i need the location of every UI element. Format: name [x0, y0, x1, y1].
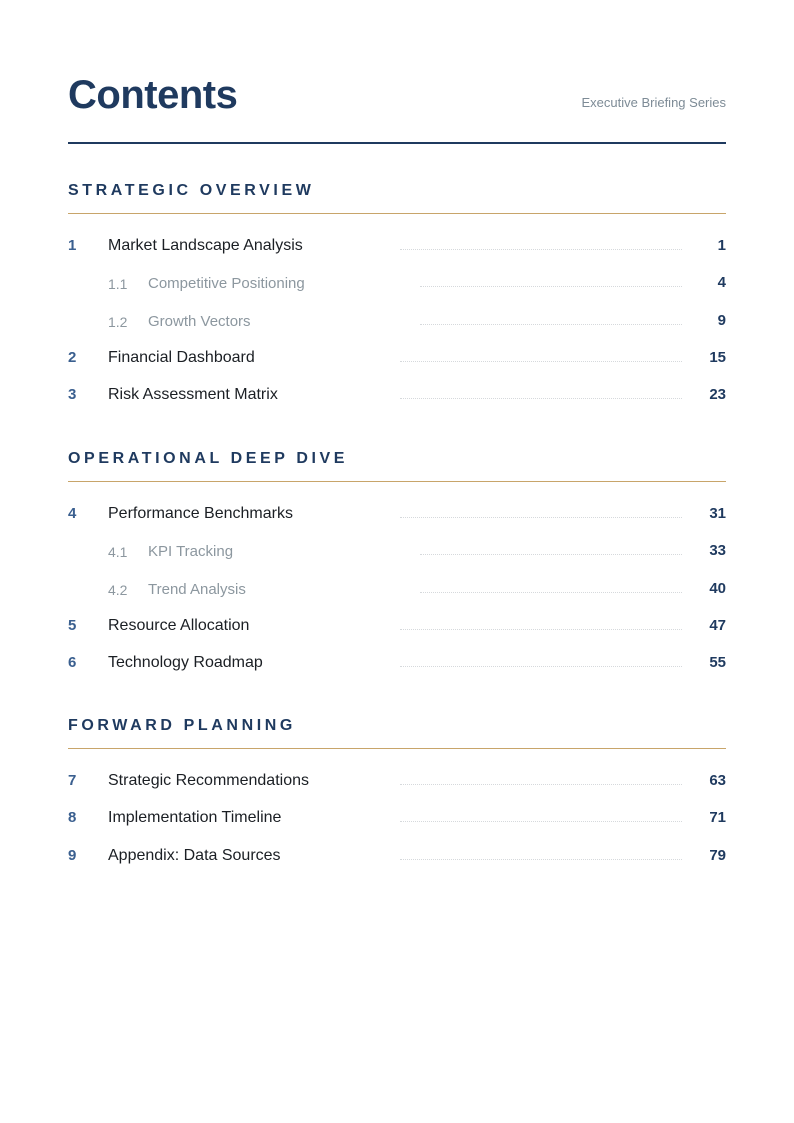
toc-subentry[interactable]: [68, 534, 726, 571]
entry-page: 4: [717, 274, 726, 292]
entry-label: Risk Assessment Matrix: [108, 386, 278, 404]
entry-label: Appendix: Data Sources: [108, 846, 281, 864]
toc-entry[interactable]: [68, 764, 726, 801]
page-header: [68, 72, 726, 144]
entry-label: Trend Analysis: [148, 580, 246, 598]
section-divider: [68, 748, 726, 749]
toc-subentry[interactable]: [68, 572, 726, 609]
section-operational-deep-dive: [68, 448, 726, 683]
toc-subentry[interactable]: [68, 304, 726, 341]
dot-leader: [400, 249, 682, 250]
entry-page: 79: [709, 846, 726, 864]
dot-leader: [400, 398, 682, 399]
section-title: OPERATIONAL DEEP DIVE: [68, 450, 349, 467]
dot-leader: [400, 629, 682, 630]
entry-number: 1.2: [108, 313, 128, 330]
entry-page: 47: [709, 616, 726, 634]
entry-number: 7: [68, 772, 77, 789]
section-forward-planning: [68, 715, 726, 876]
entry-number: 9: [68, 846, 77, 864]
dot-leader: [420, 592, 682, 593]
entry-label: KPI Tracking: [148, 543, 234, 561]
entry-label: Strategic Recommendations: [108, 772, 309, 789]
toc-entry[interactable]: [68, 839, 726, 876]
toc-entry[interactable]: [68, 229, 726, 266]
dot-leader: [400, 666, 682, 667]
entry-label: Resource Allocation: [108, 616, 250, 634]
toc-entry[interactable]: [68, 341, 726, 378]
dot-leader: [400, 517, 682, 518]
entry-label: Implementation Timeline: [108, 809, 282, 827]
entry-number: 2: [68, 348, 77, 366]
entry-number: 4.2: [108, 581, 128, 598]
entry-page: 33: [709, 542, 726, 560]
dot-leader: [420, 286, 682, 287]
toc-entry[interactable]: [68, 801, 726, 838]
entry-label: Financial Dashboard: [108, 348, 255, 366]
page-title: Contents: [68, 73, 238, 117]
toc-entry[interactable]: [68, 609, 726, 646]
entry-label: Technology Roadmap: [108, 654, 263, 672]
entry-page: 40: [709, 579, 726, 597]
entry-page: 9: [717, 311, 726, 329]
dot-leader: [400, 859, 682, 860]
series-subtitle: Executive Briefing Series: [581, 95, 726, 110]
entry-label: Performance Benchmarks: [108, 505, 293, 522]
entry-page: 23: [709, 386, 726, 404]
toc-entry[interactable]: [68, 378, 726, 415]
toc-subentry[interactable]: [68, 266, 726, 303]
section-divider: [68, 481, 726, 482]
section-strategic-overview: [68, 180, 726, 415]
toc-entry[interactable]: [68, 497, 726, 534]
entry-number: 8: [68, 809, 77, 827]
dot-leader: [400, 361, 682, 362]
dot-leader: [400, 784, 682, 785]
section-divider: [68, 213, 726, 214]
entry-number: 1.1: [108, 276, 128, 293]
entry-page: 71: [709, 809, 726, 827]
entry-number: 4.1: [108, 544, 128, 561]
entry-page: 1: [717, 237, 726, 254]
entry-number: 6: [68, 654, 77, 672]
entry-label: Market Landscape Analysis: [108, 237, 303, 254]
entry-page: 55: [709, 654, 726, 672]
dot-leader: [420, 554, 682, 555]
entry-number: 3: [68, 386, 77, 404]
toc-entry[interactable]: [68, 646, 726, 683]
entry-label: Growth Vectors: [148, 312, 251, 330]
entry-label: Competitive Positioning: [148, 275, 305, 293]
section-title: FORWARD PLANNING: [68, 717, 296, 734]
entry-number: 1: [68, 237, 77, 254]
dot-leader: [400, 821, 682, 822]
entry-number: 4: [68, 505, 77, 522]
dot-leader: [420, 324, 682, 325]
entry-number: 5: [68, 616, 77, 634]
section-title: STRATEGIC OVERVIEW: [68, 182, 315, 199]
entry-page: 15: [709, 348, 726, 366]
entry-page: 31: [709, 505, 726, 522]
entry-page: 63: [709, 772, 726, 789]
